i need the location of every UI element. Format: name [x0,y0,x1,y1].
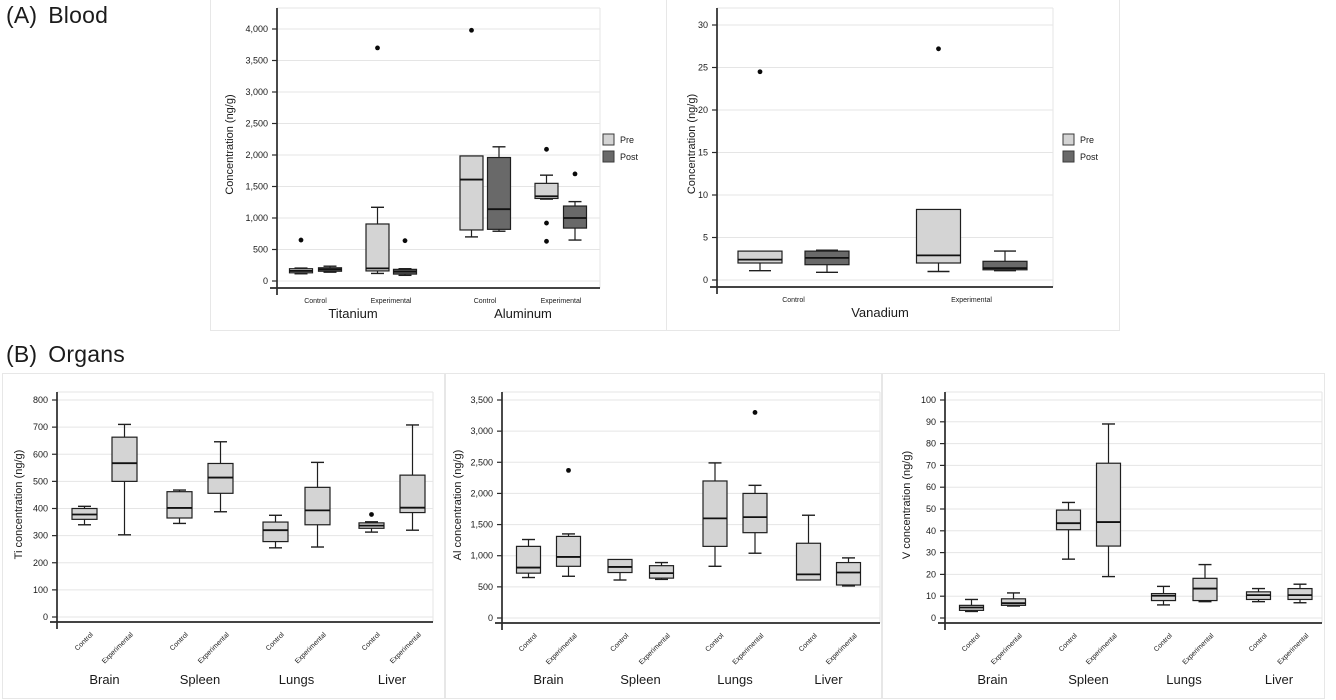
x-tick-label: Experimental [990,632,1024,667]
y-tick-label: 0 [42,612,48,622]
chart-organs-ti [0,340,445,700]
x-tick-label: Experimental [370,298,412,305]
legend-label-post: Post [1080,152,1099,162]
box-plot-pre [290,238,313,274]
outlier-dot [544,239,549,244]
legend [603,134,639,162]
box-plot-pre [535,147,558,244]
x-tick-label: Experimental [389,631,423,666]
y-axis-title: Concentration (ng/g) [224,94,236,195]
y-tick-label: 1,000 [245,213,268,223]
y-tick-label: 100 [920,395,936,405]
y-tick-label: 600 [32,449,48,460]
y-tick-label: 5 [702,232,708,243]
box [650,566,674,578]
box-plot-post [488,147,511,231]
chart-blood-vanadium [667,0,1120,331]
box-plot-pre [917,46,961,271]
box [167,492,192,518]
outlier-dot [566,468,571,473]
box [305,487,330,524]
section-a-title [6,2,108,29]
x-tick-label: Control [797,632,819,654]
box [738,251,782,263]
outlier-dot [544,147,549,152]
y-tick-label: 500 [32,476,48,487]
y-tick-label: 30 [925,547,936,558]
outlier-dot [369,512,374,517]
y-tick-label: 0 [702,275,708,285]
y-tick-label: 700 [32,422,48,433]
y-tick-label: 25 [697,62,708,73]
box-plot-post [983,251,1027,271]
outlier-dot [936,46,941,51]
box-plot-control [1247,589,1271,602]
x-tick-label: Experimental [294,631,328,666]
y-tick-label: 2,500 [245,118,268,129]
y-tick-label: 100 [32,584,48,595]
x-tick-label: Experimental [825,632,859,667]
y-tick-label: 80 [925,438,936,449]
box-plot-control [167,490,192,523]
box-plot-pre [738,69,782,270]
box-plot-experimental [1097,424,1121,577]
group-label: Spleen [179,672,221,687]
box [1152,594,1176,601]
box-plot-pre [366,46,389,274]
group-label: Lungs [278,672,315,687]
x-tick-label: Experimental [1181,632,1216,667]
box [743,493,767,532]
y-tick-label: 1,000 [470,550,493,561]
box-plot-control [263,515,288,548]
group-label: Brain [89,672,120,687]
box [263,522,288,542]
section-b-text: Organs [48,341,125,367]
box-plot-control [359,512,384,532]
box-plot-post [564,172,587,241]
x-tick-label: Experimental [731,632,766,667]
box [366,224,389,271]
group-label: Vanadium [851,305,909,320]
box-plot-experimental [208,442,233,512]
box [1002,599,1026,606]
box-plot-experimental [400,425,425,530]
box [837,563,861,585]
box-plot-experimental [650,563,674,580]
x-tick-label: Experimental [540,298,582,305]
x-tick-label: Control [1057,632,1079,654]
box-plot-experimental [837,558,861,586]
box [517,546,541,573]
y-tick-label: 30 [697,20,708,30]
box-plot-experimental [1002,593,1026,606]
x-tick-label: Control [304,298,327,305]
group-label: Brain [533,672,564,687]
group-label: Liver [814,672,843,687]
box [703,481,727,546]
y-tick-label: 20 [697,105,708,115]
group-label: Spleen [620,672,661,687]
x-tick-label: Control [1152,632,1174,654]
group-label: Brain [977,672,1008,687]
x-tick-label: Control [517,632,539,654]
y-tick-label: 15 [697,147,708,158]
y-tick-label: 500 [252,244,268,255]
y-tick-label: 800 [32,395,48,405]
y-tick-label: 10 [697,190,708,200]
y-tick-label: 0 [487,613,493,623]
y-tick-label: 40 [925,525,936,536]
outlier-dot [573,172,578,177]
box-plot-control [517,540,541,578]
y-tick-label: 3,500 [245,55,268,66]
box [608,559,632,572]
x-tick-label: Control [960,632,982,654]
legend-swatch-pre [603,134,614,145]
outlier-dot [469,28,474,33]
y-axis-title: Al concentration (ng/g) [452,449,464,561]
legend-swatch-post [603,151,614,162]
x-tick-label: Control [473,298,497,305]
y-tick-label: 2,500 [470,457,493,468]
y-tick-label: 10 [925,591,936,602]
box-plot-experimental [557,468,581,576]
legend [1063,134,1099,162]
box [1057,510,1081,530]
outlier-dot [299,238,304,243]
x-tick-label: Experimental [545,632,579,667]
y-tick-label: 3,000 [470,426,493,437]
y-tick-label: 500 [477,581,493,592]
section-b-label: (B) [6,341,38,367]
x-tick-label: Control [1247,632,1269,654]
legend-swatch-post [1063,151,1074,162]
x-tick-label: Experimental [101,631,135,666]
y-tick-label: 60 [925,482,936,493]
box [460,156,483,230]
legend-label-post: Post [620,152,639,162]
box-plot-experimental [305,462,330,547]
x-tick-label: Experimental [197,631,231,666]
y-axis-title: Ti concentration (ng/g) [13,449,25,560]
box [564,206,587,228]
box-plot-post [319,266,342,272]
section-a-text: Blood [48,2,109,28]
box [557,536,581,566]
outlier-dot [544,221,549,226]
box-plot-experimental [1193,565,1217,602]
y-tick-label: 2,000 [245,150,268,160]
y-tick-label: 20 [925,569,936,580]
group-label: Liver [1264,672,1294,687]
x-tick-label: Experimental [951,297,992,304]
box-plot-experimental [1288,584,1312,603]
box [488,158,511,230]
group-label: Lungs [1166,672,1202,687]
box-plot-control [1152,586,1176,605]
box-plot-control [72,506,97,524]
legend-swatch-pre [1063,134,1074,145]
y-axis-title: Concentration (ng/g) [686,93,698,195]
y-tick-label: 3,500 [470,395,493,405]
box [112,437,137,481]
y-tick-label: 70 [925,460,936,471]
x-tick-label: Experimental [1276,632,1311,667]
chart-organs-al [445,340,882,700]
box-plot-control [960,599,984,611]
group-label: Aluminum [494,306,552,321]
y-tick-label: 3,000 [245,87,268,97]
outlier-dot [403,238,408,243]
x-tick-label: Control [360,631,382,653]
y-tick-label: 300 [32,530,48,541]
y-tick-label: 2,000 [470,488,493,499]
y-axis-title: V concentration (ng/g) [901,450,913,560]
x-tick-label: Control [609,632,631,654]
y-tick-label: 4,000 [245,24,268,34]
box-plot-post [805,250,849,272]
y-tick-label: 200 [32,557,48,568]
outlier-dot [758,69,763,74]
box-plot-experimental [112,424,137,534]
box-plot-post [394,238,417,275]
y-tick-label: 50 [925,504,936,514]
legend-label-pre: Pre [1080,135,1095,145]
x-tick-label: Control [264,631,286,653]
legend-label-pre: Pre [620,135,635,145]
outlier-dot [753,410,758,415]
x-tick-label: Control [782,297,805,304]
box-plot-control [703,463,727,566]
box-plot-control [608,559,632,580]
x-tick-label: Experimental [1085,632,1119,667]
box [1097,463,1121,546]
x-tick-label: Experimental [638,632,672,667]
group-label: Lungs [717,672,753,687]
y-tick-label: 400 [32,503,48,514]
x-tick-label: Control [73,631,95,653]
outlier-dot [375,46,380,51]
chart-organs-v [882,340,1336,700]
group-label: Spleen [1068,672,1109,687]
y-tick-label: 0 [930,613,936,623]
box-plot-pre [460,28,483,237]
box [1288,589,1312,600]
x-tick-label: Control [704,632,726,654]
group-label: Titanium [328,306,378,321]
y-tick-label: 1,500 [470,519,493,530]
section-a-label: (A) [6,2,38,28]
group-label: Liver [377,672,407,687]
y-tick-label: 90 [925,416,936,427]
chart-blood-titanium-aluminum [210,0,667,331]
y-tick-label: 1,500 [245,181,268,192]
x-tick-label: Control [168,631,190,653]
y-tick-label: 0 [262,276,268,286]
